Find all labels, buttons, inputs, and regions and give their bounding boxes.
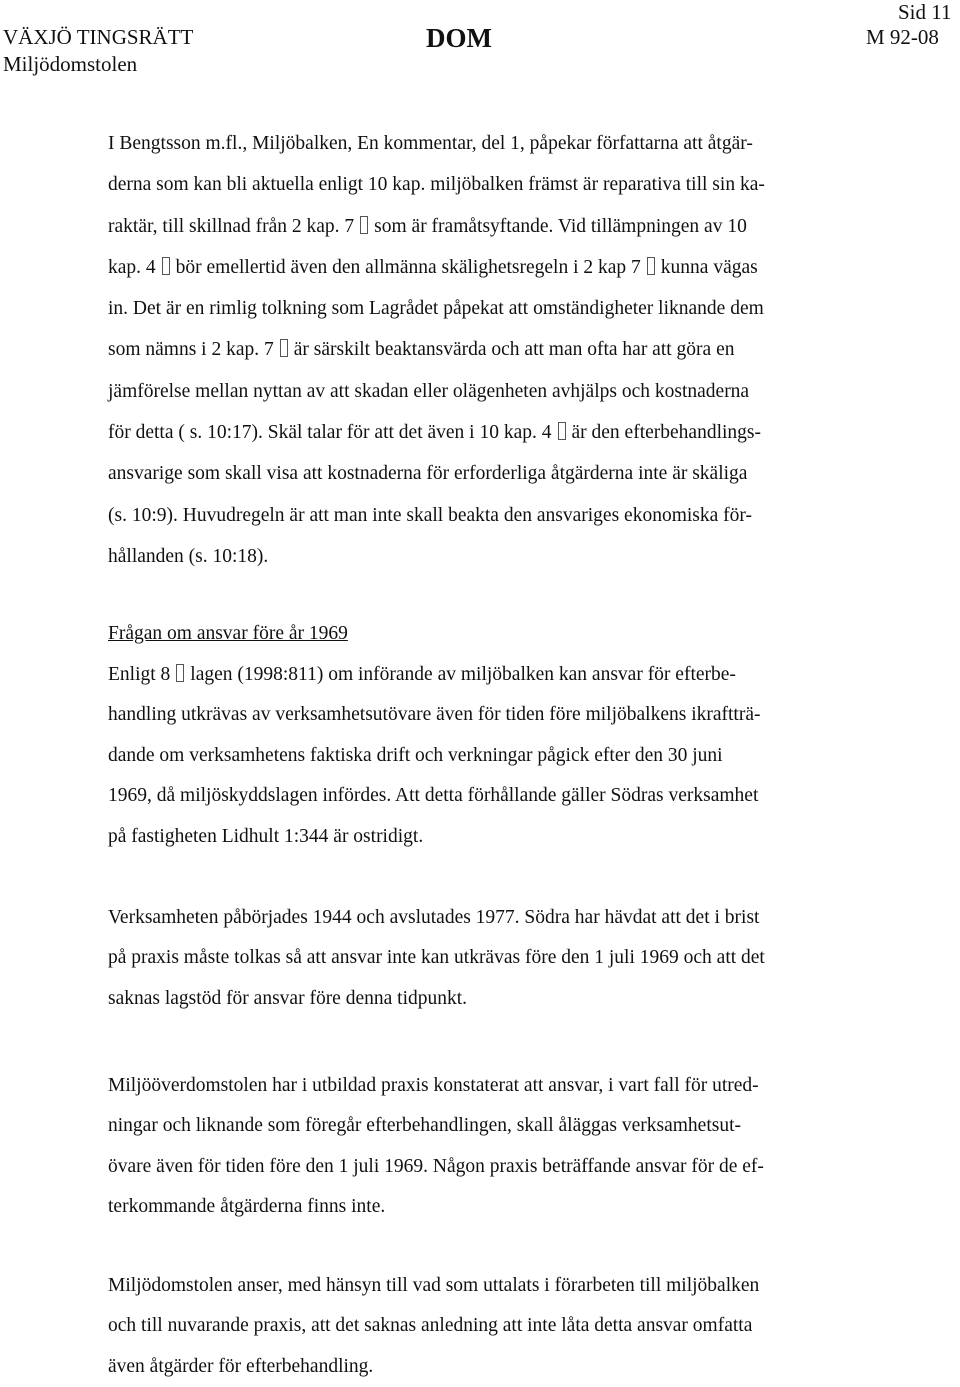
text-segment: som nämns i 2 kap. 7 — [108, 339, 274, 361]
text-line — [108, 1147, 764, 1187]
text-segment: och till nuvarande praxis, att det saknas anledning att inte låta detta ansvar omfatta — [108, 1315, 753, 1337]
text-segment: är särskilt beaktansvärda och att man ofta har att göra en — [293, 339, 735, 361]
text-line — [108, 1066, 764, 1106]
text-line — [108, 1306, 759, 1346]
text-segment: Miljööverdomstolen har i utbildad praxis konstaterat att ansvar, i vart fall för utred- — [108, 1075, 759, 1096]
text-line — [108, 247, 765, 288]
document-type: DOM — [426, 23, 492, 53]
text-segment: saknas lagstöd för ansvar före denna tidpunkt. — [108, 987, 468, 1009]
text-segment: ansvarige som skall visa att kostnaderna för erforderliga åtgärderna inte är skäliga — [108, 463, 748, 485]
text-segment: derna som kan bli aktuella enligt 10 kap. miljöbalken främst är reparativa till sin ka- — [108, 174, 765, 196]
text-segment: handling utkrävas av verksamhetsutövare även för tiden före miljöbalkens ikraftträ- — [108, 704, 761, 726]
text-line — [108, 495, 765, 536]
text-line — [108, 1347, 759, 1387]
text-line — [108, 453, 765, 494]
text-line — [108, 371, 765, 412]
section-sign-icon — [280, 339, 288, 357]
text-line — [108, 655, 760, 695]
text-segment: övare även för tiden före den 1 juli 1969. Någon praxis beträffande ansvar för de ef- — [108, 1155, 764, 1177]
paragraph-commentary — [108, 123, 765, 577]
text-segment: på praxis måste tolkas så att ansvar inte kan utkrävas före den 1 juli 1969 och att det — [108, 947, 765, 969]
text-line — [108, 288, 765, 329]
court-name: VÄXJÖ TINGSRÄTT — [3, 25, 194, 49]
text-segment: 1969, då miljöskyddslagen infördes. Att detta förhållande gäller Södras verksamhet — [108, 785, 759, 807]
text-segment: Miljödomstolen anser, med hänsyn till vad som uttalats i förarbeten till miljöbalken — [108, 1275, 760, 1296]
text-line — [108, 776, 760, 816]
text-line — [108, 695, 760, 735]
text-segment: in. Det är en rimlig tolkning som Lagrådet påpekat att omständigheter liknande dem — [108, 298, 764, 320]
text-line — [108, 1106, 764, 1146]
text-line — [108, 979, 765, 1019]
court-division: Miljödomstolen — [3, 52, 138, 76]
section-sign-icon — [360, 216, 368, 234]
text-segment: bör emellertid även den allmänna skälighetsregeln i 2 kap 7 — [175, 256, 641, 278]
text-segment: terkommande åtgärderna finns inte. — [108, 1196, 386, 1218]
section-sign-icon — [558, 422, 566, 440]
text-line — [108, 536, 765, 577]
text-segment: (s. 10:9). Huvudregeln är att man inte skall beakta den ansvariges ekonomiska för- — [108, 504, 752, 526]
text-segment: lagen (1998:811) om införande av miljöbalken kan ansvar för efterbe- — [190, 664, 736, 685]
text-line — [108, 123, 765, 164]
text-line — [108, 164, 765, 205]
text-line — [108, 938, 765, 978]
text-segment: kunna vägas — [660, 256, 758, 278]
paragraph-court-conclusion — [108, 1266, 759, 1387]
text-line — [108, 898, 765, 938]
paragraph-case-law — [108, 1066, 764, 1228]
text-segment: hållanden (s. 10:18). — [108, 545, 269, 567]
text-segment: raktär, till skillnad från 2 kap. 7 — [108, 215, 355, 237]
section-sign-icon — [647, 257, 655, 275]
paragraph-operations-period — [108, 898, 765, 1019]
text-segment: kap. 4 — [108, 256, 156, 278]
text-segment: ningar och liknande som föregår efterbehandlingen, skall åläggas verksamhetsut- — [108, 1115, 741, 1137]
section-sign-icon — [176, 664, 184, 682]
text-segment: som är framåtsyftande. Vid tillämpningen av 10 — [374, 215, 747, 237]
paragraph-transitional-law — [108, 655, 760, 857]
text-segment: för detta ( s. 10:17). Skäl talar för att det även i 10 kap. 4 — [108, 422, 552, 444]
text-segment: Enligt 8 — [108, 664, 171, 685]
text-segment: jämförelse mellan nyttan av att skadan eller olägenheten avhjälps och kostnaderna — [108, 380, 750, 402]
text-line — [108, 206, 765, 247]
text-line — [108, 412, 765, 453]
case-number: M 92-08 — [866, 25, 939, 49]
section-heading: Frågan om ansvar före år 1969 — [108, 623, 348, 644]
text-line — [108, 817, 760, 857]
text-line — [108, 329, 765, 370]
section-sign-icon — [162, 257, 170, 275]
page-number: Sid 11 — [898, 0, 952, 24]
text-line — [108, 1187, 764, 1227]
text-segment: är den efterbehandlings- — [571, 422, 761, 444]
text-segment: dande om verksamhetens faktiska drift och verkningar pågick efter den 30 juni — [108, 744, 723, 766]
text-segment: Verksamheten påbörjades 1944 och avslutades 1977. Södra har hävdat att det i brist — [108, 907, 760, 928]
text-segment: I Bengtsson m.fl., Miljöbalken, En kommentar, del 1, påpekar författarna att åtgär- — [108, 133, 753, 154]
text-segment: även åtgärder för efterbehandling. — [108, 1355, 374, 1377]
text-line — [108, 1266, 759, 1306]
text-segment: på fastigheten Lidhult 1:344 är ostridigt. — [108, 825, 424, 847]
text-line — [108, 736, 760, 776]
